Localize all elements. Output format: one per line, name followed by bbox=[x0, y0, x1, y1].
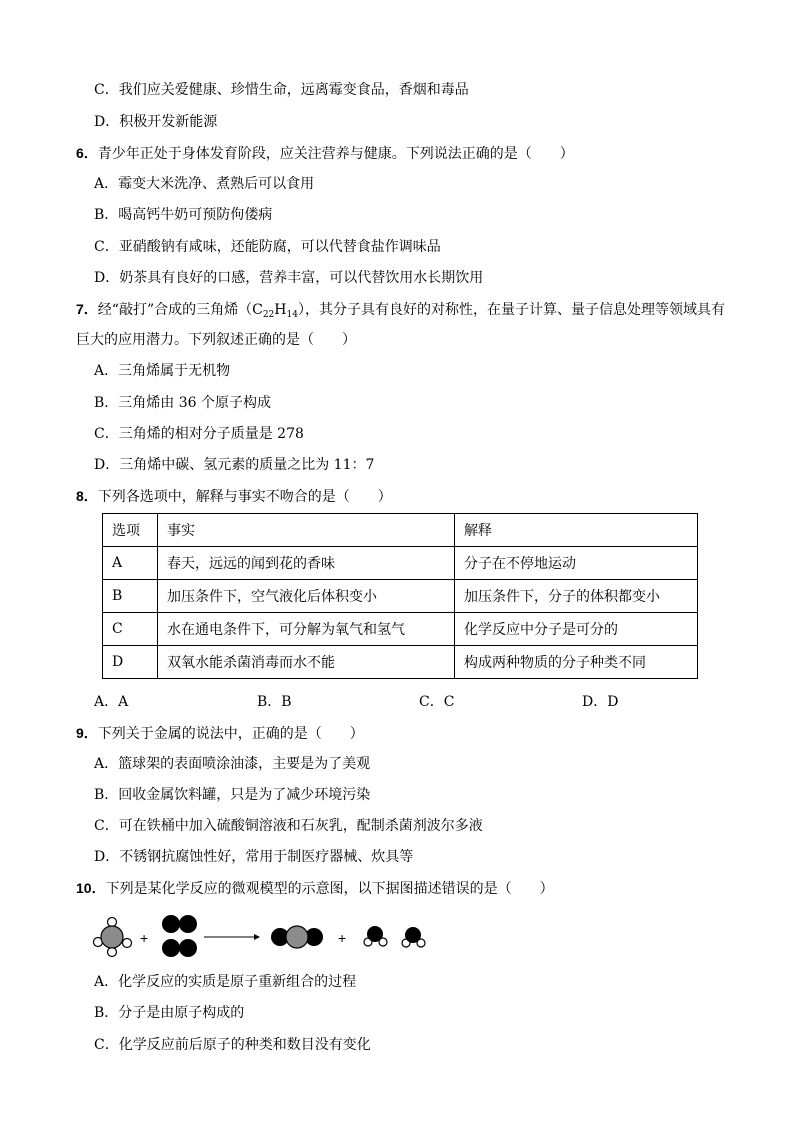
small-white-atom bbox=[123, 939, 132, 948]
table-row bbox=[103, 646, 698, 679]
q8-option-d: D．D bbox=[582, 694, 619, 710]
q5-option-d: D．积极开发新能源 bbox=[94, 114, 218, 130]
question-number: 9． bbox=[76, 725, 98, 741]
plus-sign: + bbox=[338, 930, 347, 946]
table-cell: B bbox=[103, 580, 158, 613]
table-cell: 加压条件下，分子的体积都变小 bbox=[455, 580, 698, 613]
plus-sign: + bbox=[140, 930, 149, 946]
q8-table bbox=[102, 513, 698, 679]
product-molecule-1 bbox=[271, 926, 323, 948]
table-row bbox=[103, 547, 698, 580]
question-7-continued: 巨大的应用潜力。下列叙述正确的是（ ） bbox=[76, 332, 356, 348]
question-number: 8． bbox=[76, 488, 98, 504]
table-cell: 化学反应中分子是可分的 bbox=[455, 613, 698, 646]
table-cell: 双氧水能杀菌消毒而水不能 bbox=[158, 646, 455, 679]
q7-option-c: C．三角烯的相对分子质量是 278 bbox=[94, 426, 304, 442]
q9-option-b: B．回收金属饮料罐，只是为了减少环境污染 bbox=[94, 787, 371, 803]
q9-option-d: D．不锈钢抗腐蚀性好，常用于制医疗器械、炊具等 bbox=[94, 849, 414, 865]
table-cell: 构成两种物质的分子种类不同 bbox=[455, 646, 698, 679]
table-cell: 分子在不停地运动 bbox=[455, 547, 698, 580]
q6-option-b: B．喝高钙牛奶可预防佝偻病 bbox=[94, 207, 273, 223]
q6-option-a: A．霉变大米洗净、煮熟后可以食用 bbox=[94, 176, 315, 192]
question-text: ），其分子具有良好的对称性，在量子计算、量子信息处理等领域具有 bbox=[297, 302, 725, 318]
question-10 bbox=[76, 878, 554, 899]
table-header-cell: 解释 bbox=[455, 514, 698, 547]
question-9 bbox=[76, 723, 364, 744]
q6-option-d: D．奶茶具有良好的口感，营养丰富，可以代替饮用水长期饮用 bbox=[94, 270, 484, 286]
question-text: 下列各选项中，解释与事实不吻合的是（ ） bbox=[97, 489, 392, 505]
question-text: 青少年正处于身体发育阶段，应关注营养与健康。下列说法正确的是（ ） bbox=[97, 146, 574, 162]
question-number: 6． bbox=[76, 145, 98, 161]
q7-option-d: D．三角烯中碳、氢元素的质量之比为 11：7 bbox=[94, 457, 375, 473]
q8-option-c: C．C bbox=[419, 694, 455, 710]
q7-option-a: A．三角烯属于无机物 bbox=[94, 363, 231, 379]
table-header-cell: 事实 bbox=[158, 514, 455, 547]
table-header-row bbox=[103, 514, 698, 547]
q8-option-a: A．A bbox=[94, 694, 129, 710]
reactant-molecule-1 bbox=[94, 918, 132, 957]
black-atom bbox=[179, 939, 197, 957]
q7-option-b: B．三角烯由 36 个原子构成 bbox=[94, 395, 272, 411]
question-number: 10． bbox=[76, 880, 106, 896]
table-cell: D bbox=[103, 646, 158, 679]
subscript: 22 bbox=[262, 310, 275, 320]
q10-option-a: A．化学反应的实质是原子重新组合的过程 bbox=[94, 974, 357, 990]
q9-option-c: C．可在铁桶中加入硫酸铜溶液和石灰乳，配制杀菌剂波尔多液 bbox=[94, 818, 483, 834]
table-header-cell: 选项 bbox=[103, 514, 158, 547]
question-6 bbox=[76, 143, 574, 164]
question-number: 7． bbox=[76, 301, 98, 317]
reaction-model-diagram bbox=[88, 908, 448, 964]
large-gray-atom bbox=[286, 926, 308, 948]
black-atom bbox=[367, 926, 383, 942]
q10-option-c: C．化学反应前后原子的种类和数目没有变化 bbox=[94, 1037, 371, 1053]
small-white-atom bbox=[108, 948, 117, 957]
table-cell: A bbox=[103, 547, 158, 580]
black-atom bbox=[179, 915, 197, 933]
table-row bbox=[103, 580, 698, 613]
question-text: 下列是某化学反应的微观模型的示意图，以下据图描述错误的是（ ） bbox=[105, 881, 554, 897]
question-text: 下列关于金属的说法中，正确的是（ ） bbox=[97, 726, 364, 742]
formula-element: H bbox=[274, 302, 287, 318]
table-cell: C bbox=[103, 613, 158, 646]
question-text: 经“敲打”合成的三角烯（C bbox=[97, 302, 263, 318]
product-molecule-2 bbox=[364, 926, 387, 946]
q9-option-a: A．篮球架的表面喷涂油漆，主要是为了美观 bbox=[94, 756, 371, 772]
q10-option-b: B．分子是由原子构成的 bbox=[94, 1005, 245, 1021]
subscript: 14 bbox=[286, 310, 298, 320]
black-atom bbox=[162, 939, 180, 957]
reactant-molecule-2 bbox=[162, 915, 197, 957]
q6-option-c: C．亚硝酸钠有咸味，还能防腐，可以代替食盐作调味品 bbox=[94, 239, 441, 255]
table-row bbox=[103, 613, 698, 646]
table-cell: 水在通电条件下，可分解为氧气和氢气 bbox=[158, 613, 455, 646]
product-molecule-3 bbox=[402, 927, 425, 947]
question-7 bbox=[76, 299, 725, 320]
q5-option-c: C．我们应关爱健康、珍惜生命，远离霉变食品，香烟和毒品 bbox=[94, 82, 469, 98]
table-cell: 春天，远远的闻到花的香味 bbox=[158, 547, 455, 580]
reaction-arrow bbox=[204, 934, 260, 940]
table-cell: 加压条件下，空气液化后体积变小 bbox=[158, 580, 455, 613]
question-8 bbox=[76, 486, 392, 507]
black-atom bbox=[405, 927, 421, 943]
q8-option-b: B．B bbox=[257, 694, 292, 710]
small-white-atom bbox=[108, 918, 117, 927]
black-atom bbox=[162, 915, 180, 933]
large-gray-atom bbox=[101, 926, 123, 948]
